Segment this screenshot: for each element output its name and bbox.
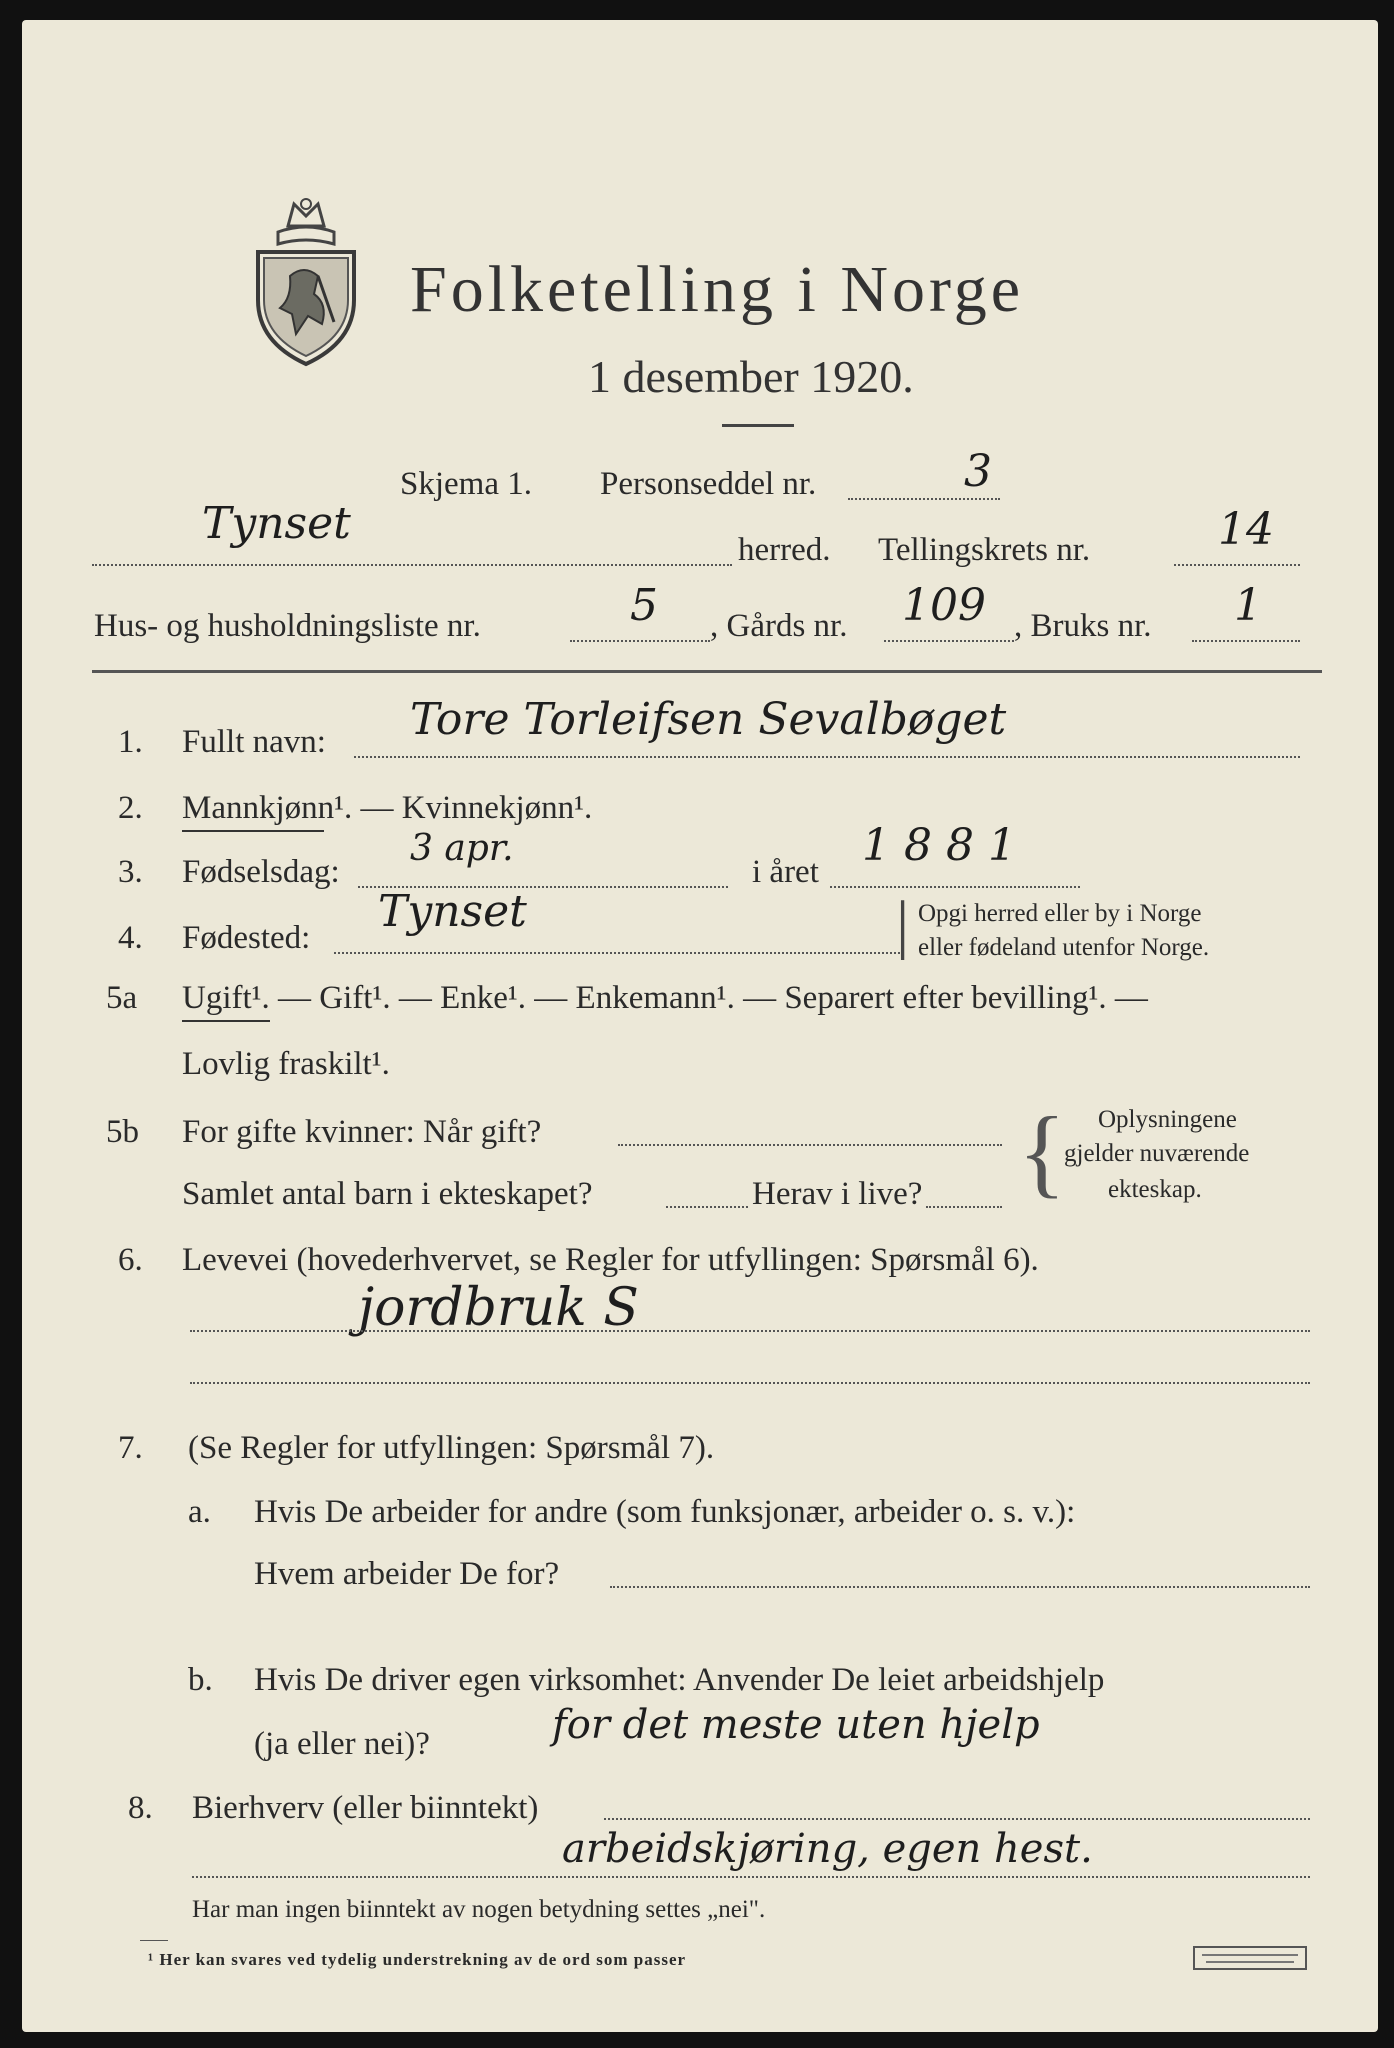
herred-field-line	[92, 564, 732, 566]
q2-sex-options: Mannkjønn¹. — Kvinnekjønn¹.	[182, 790, 593, 826]
married-when-field-line	[618, 1144, 1002, 1146]
q7b-letter: b.	[188, 1662, 213, 1698]
q7b-line1: Hvis De driver egen virksomhet: Anvender De leiet arbeidshjelp	[254, 1662, 1105, 1698]
birth-year-field-line	[830, 886, 1080, 888]
q4-note-brace: |	[896, 888, 910, 961]
herred-label: herred.	[738, 532, 831, 568]
q5b-note-line2: gjelder nuværende	[1064, 1140, 1250, 1167]
tellingskrets-field-line	[1174, 564, 1300, 566]
q5b-alive-label: Herav i live?	[752, 1176, 923, 1212]
personseddel-label: Personseddel nr.	[600, 466, 817, 502]
side-income-field-line-2	[192, 1876, 1310, 1878]
q4-label: Fødested:	[182, 920, 311, 956]
q7b-line2: (ja eller nei)?	[254, 1726, 430, 1762]
footnote: ¹ Her kan svares ved tydelig understrekning av de ord som passer	[148, 1950, 687, 1969]
q5b-children-label: Samlet antal barn i ekteskapet?	[182, 1176, 593, 1212]
census-form-sheet	[22, 20, 1378, 2032]
q5b-note-line3: ekteskap.	[1108, 1176, 1202, 1203]
q5b-number: 5b	[106, 1114, 139, 1150]
q6-number: 6.	[118, 1242, 143, 1278]
census-date: 1 desember 1920.	[588, 351, 914, 402]
footer-note: Har man ingen biinntekt av nogen betydning settes „nei".	[192, 1896, 766, 1923]
hus-label: Hus- og husholdningsliste nr.	[94, 608, 481, 644]
tellingskrets-number[interactable]: 14	[1218, 504, 1274, 555]
q8-label: Bierhverv (eller biinntekt)	[192, 1790, 539, 1826]
q4-number: 4.	[118, 920, 143, 956]
birthplace-value[interactable]: Tynset	[378, 886, 527, 937]
q4-note-line1: Opgi herred eller by i Norge	[918, 900, 1202, 927]
q7-number: 7.	[118, 1430, 143, 1466]
employer-field-line	[610, 1586, 1310, 1588]
gards-number[interactable]: 109	[902, 580, 986, 631]
herred-value[interactable]: Tynset	[202, 498, 351, 549]
q5b-line1: For gifte kvinner: Når gift?	[182, 1114, 542, 1150]
q5a-number: 5a	[106, 980, 138, 1016]
side-income-value[interactable]: arbeidskjøring, egen hest.	[562, 1826, 1093, 1872]
ugift-underline	[182, 1020, 270, 1022]
birth-year-value[interactable]: 1881	[862, 820, 1030, 871]
q5b-note-brace: {	[1018, 1096, 1066, 1207]
q5a-marital-options: Ugift¹. — Gift¹. — Enke¹. — Enkemann¹. — Separert efter bevilling¹. —	[182, 980, 1148, 1016]
side-income-field-line-1	[604, 1818, 1310, 1820]
bruks-number[interactable]: 1	[1234, 580, 1262, 631]
printer-stamp-icon	[1192, 1944, 1308, 1972]
hus-field-line	[570, 640, 710, 642]
hus-number[interactable]: 5	[630, 580, 658, 631]
occupation-value[interactable]: jordbruk S	[358, 1278, 639, 1338]
children-field-line	[666, 1206, 748, 1208]
q1-number: 1.	[118, 724, 143, 760]
birthplace-field-line	[334, 952, 904, 954]
title-divider	[722, 424, 794, 427]
norwegian-coat-of-arms-icon	[248, 196, 364, 368]
q1-label: Fullt navn:	[182, 724, 326, 760]
schema-label: Skjema 1.	[400, 466, 532, 502]
hired-help-value[interactable]: for det meste uten hjelp	[552, 1702, 1040, 1748]
q8-number: 8.	[128, 1790, 153, 1826]
bruks-field-line	[1192, 640, 1300, 642]
occupation-field-line-1	[190, 1330, 1310, 1332]
mannkjonn-underline	[182, 830, 324, 832]
gards-label: , Gårds nr.	[710, 608, 848, 644]
occupation-field-line-2	[190, 1382, 1310, 1384]
header-divider	[92, 670, 1322, 673]
q5a-line2: Lovlig fraskilt¹.	[182, 1046, 390, 1082]
q4-note-line2: eller fødeland utenfor Norge.	[918, 934, 1210, 961]
personseddel-field-line	[848, 498, 1000, 500]
form-title: Folketelling i Norge	[410, 253, 1025, 326]
q3-label: Fødselsdag:	[182, 854, 340, 890]
q1-field-line	[354, 756, 1300, 758]
year-label: i året	[752, 854, 819, 890]
alive-field-line	[926, 1206, 1002, 1208]
tellingskrets-label: Tellingskrets nr.	[878, 532, 1091, 568]
full-name-value[interactable]: Tore Torleifsen Sevalbøget	[410, 694, 1007, 745]
q5b-note-line1: Oplysningene	[1098, 1106, 1237, 1133]
birthday-value[interactable]: 3 apr.	[410, 828, 514, 869]
bruks-label: , Bruks nr.	[1014, 608, 1152, 644]
q7a-line2: Hvem arbeider De for?	[254, 1556, 560, 1592]
q7a-line1: Hvis De arbeider for andre (som funksjonær, arbeider o. s. v.):	[254, 1494, 1076, 1530]
q2-number: 2.	[118, 790, 143, 826]
q7a-letter: a.	[188, 1494, 211, 1530]
q3-number: 3.	[118, 854, 143, 890]
personseddel-number[interactable]: 3	[964, 446, 992, 497]
gards-field-line	[884, 640, 1014, 642]
q7-label: (Se Regler for utfyllingen: Spørsmål 7).	[188, 1430, 715, 1466]
q6-label: Levevei (hovederhvervet, se Regler for utfyllingen: Spørsmål 6).	[182, 1242, 1039, 1278]
footnote-divider	[140, 1940, 168, 1941]
